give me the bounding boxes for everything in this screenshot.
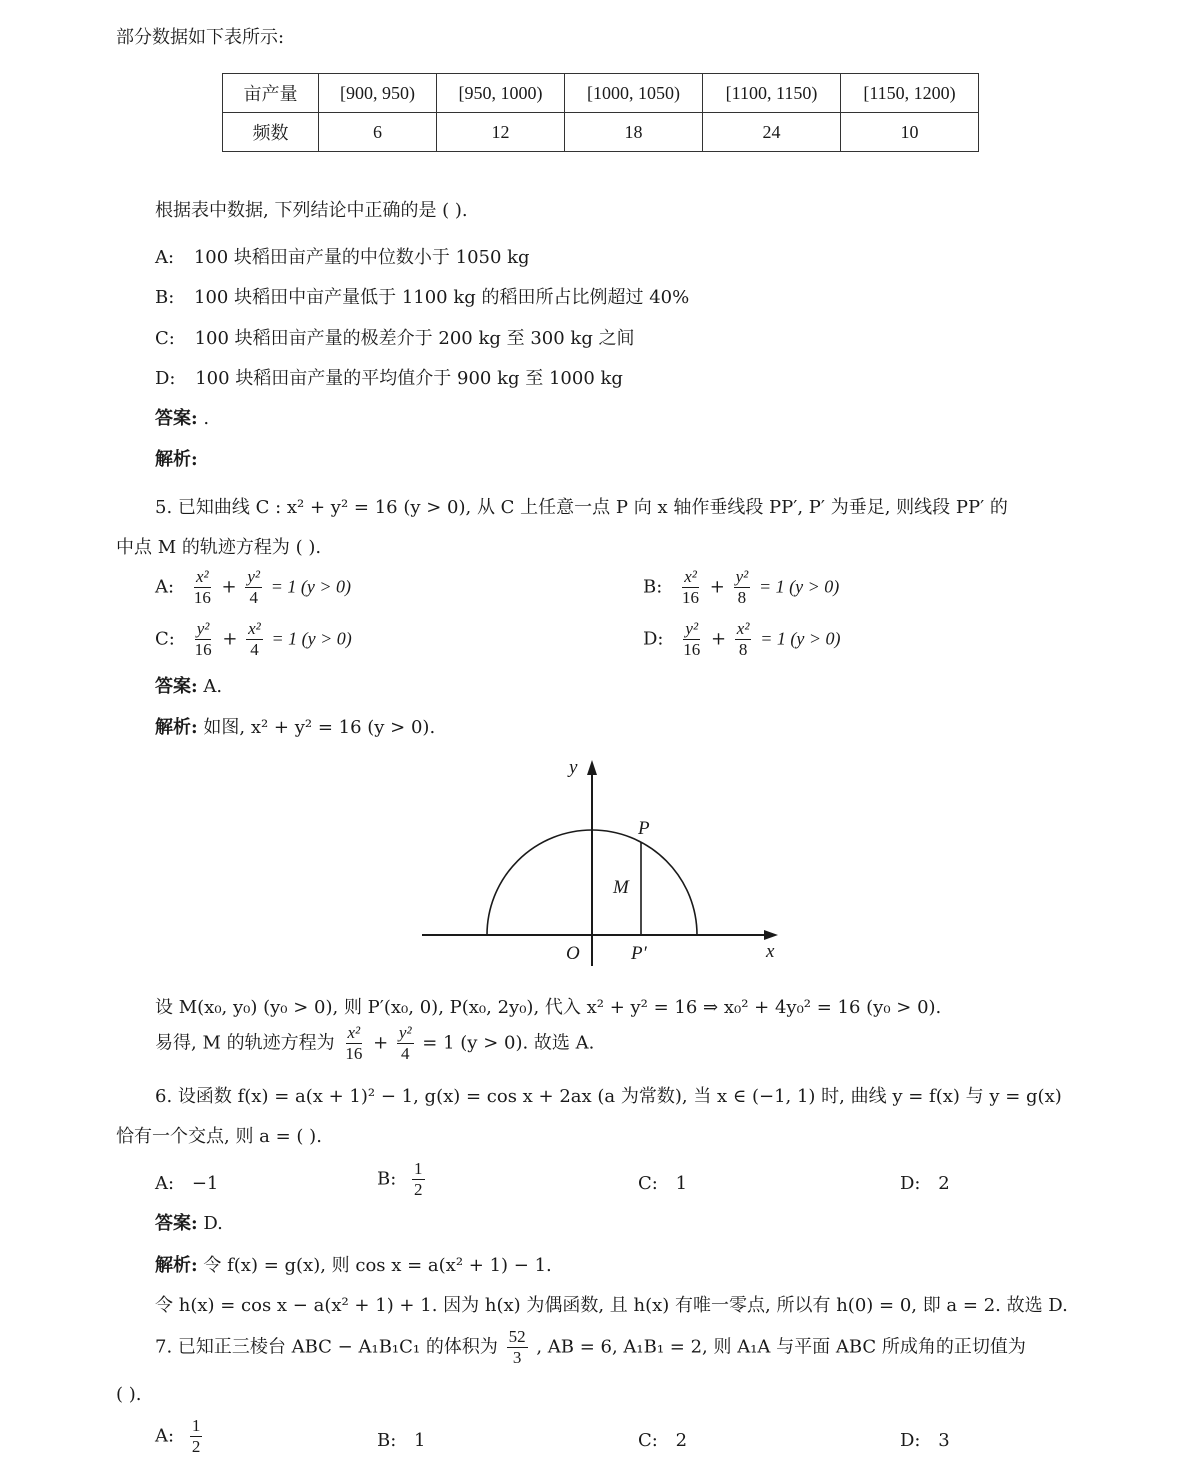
table-cell: [900, 950) xyxy=(319,74,437,113)
option-label: A: xyxy=(155,576,175,598)
option-text: 2 xyxy=(938,1173,950,1194)
q7-option-a xyxy=(155,1417,205,1456)
q6-option-a xyxy=(155,1173,218,1196)
equation-tail: = 1 (y > 0) xyxy=(270,576,352,597)
option-text: 1 xyxy=(414,1430,426,1451)
answer-label: 答案: xyxy=(155,676,198,697)
numerator: 52 xyxy=(508,1327,526,1346)
point-p-prime-label: P′ xyxy=(631,943,647,964)
table-cell: 12 xyxy=(437,113,565,152)
numerator: x² xyxy=(684,567,697,586)
q6-option-c xyxy=(638,1173,687,1196)
numerator: x² xyxy=(736,619,750,638)
numerator: x² xyxy=(347,1023,361,1042)
solution-text: = 1 (y > 0). 故选 A. xyxy=(422,1032,595,1054)
fraction xyxy=(507,1328,528,1367)
option-text: 100 块稻田亩产量的中位数小于 1050 kg xyxy=(193,247,530,268)
option-text: 3 xyxy=(938,1430,950,1451)
numerator: x² xyxy=(195,567,209,586)
option-text: 100 块稻田亩产量的平均值介于 900 kg 至 1000 kg xyxy=(195,368,623,389)
option-text: 100 块稻田中亩产量低于 1100 kg 的稻田所占比例超过 40% xyxy=(194,287,690,308)
answer-label: 答案: xyxy=(155,1213,198,1234)
plus-sign: + xyxy=(373,1032,389,1054)
q5-solution-line1: 设 M(x₀, y₀) (y₀ > 0), 则 P′(x₀, 0), P(x₀, 2y₀), 代入 x² + y² = 16 ⇒ x₀² + 4y₀² = 16 (y₀ > 0). xyxy=(155,997,942,1018)
point-p-label: P xyxy=(638,818,650,839)
analysis-label: 解析: xyxy=(155,717,198,738)
table-cell: [1150, 1200) xyxy=(841,74,979,113)
q6-stem-line1: 6. 设函数 f(x) = a(x + 1)² − 1, g(x) = cos x + 2ax (a 为常数), 当 x ∈ (−1, 1) 时, 曲线 y = f(x) 与 y = g(x) xyxy=(155,1086,1062,1107)
denominator: 4 xyxy=(249,587,258,607)
solution-text: 易得, M 的轨迹方程为 xyxy=(155,1032,335,1054)
equation-tail: = 1 (y > 0) xyxy=(758,576,840,597)
q5-solution-line2 xyxy=(155,1024,594,1063)
denominator: 16 xyxy=(194,639,212,659)
point-m-label: M xyxy=(613,877,629,898)
analysis-text: 令 f(x) = g(x), 则 cos x = a(x² + 1) − 1. xyxy=(203,1255,552,1276)
q7-stem-line2: ( ). xyxy=(116,1384,142,1405)
fraction xyxy=(412,1160,425,1199)
option-label: A: xyxy=(155,247,175,268)
numerator: y² xyxy=(247,567,261,586)
denominator: 16 xyxy=(193,587,211,607)
x-axis-label: x xyxy=(766,941,775,962)
option-text: 100 块稻田亩产量的极差介于 200 kg 至 300 kg 之间 xyxy=(194,328,635,349)
denominator: 2 xyxy=(414,1179,423,1199)
analysis-text: 如图, x² + y² = 16 (y > 0). xyxy=(203,717,436,738)
equation-tail: = 1 (y > 0) xyxy=(760,628,841,649)
q6-option-d xyxy=(900,1173,950,1196)
option-text: 1 xyxy=(675,1173,688,1194)
x-axis-arrow xyxy=(764,930,778,940)
table-cell: 10 xyxy=(841,113,979,152)
q5-stem-line1: 5. 已知曲线 C : x² + y² = 16 (y > 0), 从 C 上任意一点 P 向 x 轴作垂线段 PP′, P′ 为垂足, 则线段 PP′ 的 xyxy=(155,497,1008,518)
denominator: 3 xyxy=(512,1347,522,1367)
numerator: 1 xyxy=(191,1416,201,1435)
origin-label: O xyxy=(566,943,580,964)
q4-stem: 根据表中数据, 下列结论中正确的是 ( ). xyxy=(155,200,468,221)
q7-option-d xyxy=(900,1430,950,1453)
stem-text: , AB = 6, A₁B₁ = 2, 则 A₁A 与平面 ABC 所成角的正切值为 xyxy=(536,1336,1026,1358)
plus-sign: + xyxy=(709,576,725,598)
option-label: C: xyxy=(155,628,175,650)
denominator: 4 xyxy=(400,1043,410,1063)
table-cell: 24 xyxy=(703,113,841,152)
q6-analysis xyxy=(155,1255,552,1278)
table-cell: [1100, 1150) xyxy=(703,74,841,113)
q6-stem-line2: 恰有一个交点, 则 a = ( ). xyxy=(116,1126,322,1147)
denominator: 8 xyxy=(737,587,747,607)
q6-option-b xyxy=(377,1160,428,1199)
analysis-label: 解析: xyxy=(155,1255,198,1276)
table-cell: [950, 1000) xyxy=(437,74,565,113)
option-label: D: xyxy=(643,628,664,650)
option-label: A: xyxy=(155,1425,175,1447)
table-row-label: 频数 xyxy=(223,113,319,152)
denominator: 2 xyxy=(191,1436,201,1456)
plus-sign: + xyxy=(710,628,727,650)
denominator: 16 xyxy=(682,587,700,607)
option-label: B: xyxy=(377,1430,397,1451)
option-label: B: xyxy=(643,576,663,598)
fraction xyxy=(190,1417,203,1456)
option-label: C: xyxy=(638,1430,658,1451)
intro-text: 部分数据如下表所示: xyxy=(116,27,285,48)
q6-solution-line2: 令 h(x) = cos x − a(x² + 1) + 1. 因为 h(x) 为偶函数, 且 h(x) 有唯一零点, 所以有 h(0) = 0, 即 a = 2. 故选 D. xyxy=(155,1295,1068,1316)
y-axis-label: y xyxy=(569,757,578,778)
numerator: y² xyxy=(398,1023,412,1042)
q4-analysis-label: 解析: xyxy=(155,449,198,470)
numerator: 1 xyxy=(414,1159,423,1178)
table-cell: 6 xyxy=(319,113,437,152)
option-label: C: xyxy=(638,1173,658,1194)
stem-text: 7. 已知正三棱台 ABC − A₁B₁C₁ 的体积为 xyxy=(155,1336,498,1358)
y-axis-arrow xyxy=(587,760,597,775)
q6-answer xyxy=(155,1213,223,1236)
option-label: B: xyxy=(155,287,175,308)
denominator: 4 xyxy=(250,639,259,659)
numerator: x² xyxy=(248,619,261,638)
answer-value: . xyxy=(203,408,210,429)
fraction xyxy=(343,1024,364,1063)
answer-value: D. xyxy=(203,1213,223,1234)
numerator: y² xyxy=(685,619,699,638)
fraction xyxy=(397,1024,414,1063)
option-label: D: xyxy=(900,1430,921,1451)
option-label: D: xyxy=(155,368,176,389)
option-label: B: xyxy=(377,1168,397,1190)
q7-option-b xyxy=(377,1430,425,1453)
answer-label: 答案: xyxy=(155,408,198,429)
table-cell: 18 xyxy=(565,113,703,152)
equation-tail: = 1 (y > 0) xyxy=(271,628,352,649)
answer-value: A. xyxy=(203,676,223,697)
numerator: y² xyxy=(196,619,210,638)
option-label: C: xyxy=(155,328,175,349)
denominator: 16 xyxy=(683,639,701,659)
table-header-label: 亩产量 xyxy=(223,74,319,113)
q7-stem-line1 xyxy=(155,1328,1026,1367)
option-text: 2 xyxy=(675,1430,688,1451)
q5-stem-line2: 中点 M 的轨迹方程为 ( ). xyxy=(116,537,322,558)
q7-option-c xyxy=(638,1430,687,1453)
numerator: y² xyxy=(735,567,749,586)
table-cell: [1000, 1050) xyxy=(565,74,703,113)
option-text: −1 xyxy=(191,1173,219,1194)
plus-sign: + xyxy=(221,576,237,598)
option-label: D: xyxy=(900,1173,921,1194)
denominator: 8 xyxy=(738,639,748,659)
plus-sign: + xyxy=(222,628,238,650)
denominator: 16 xyxy=(345,1043,363,1063)
option-label: A: xyxy=(155,1173,175,1194)
